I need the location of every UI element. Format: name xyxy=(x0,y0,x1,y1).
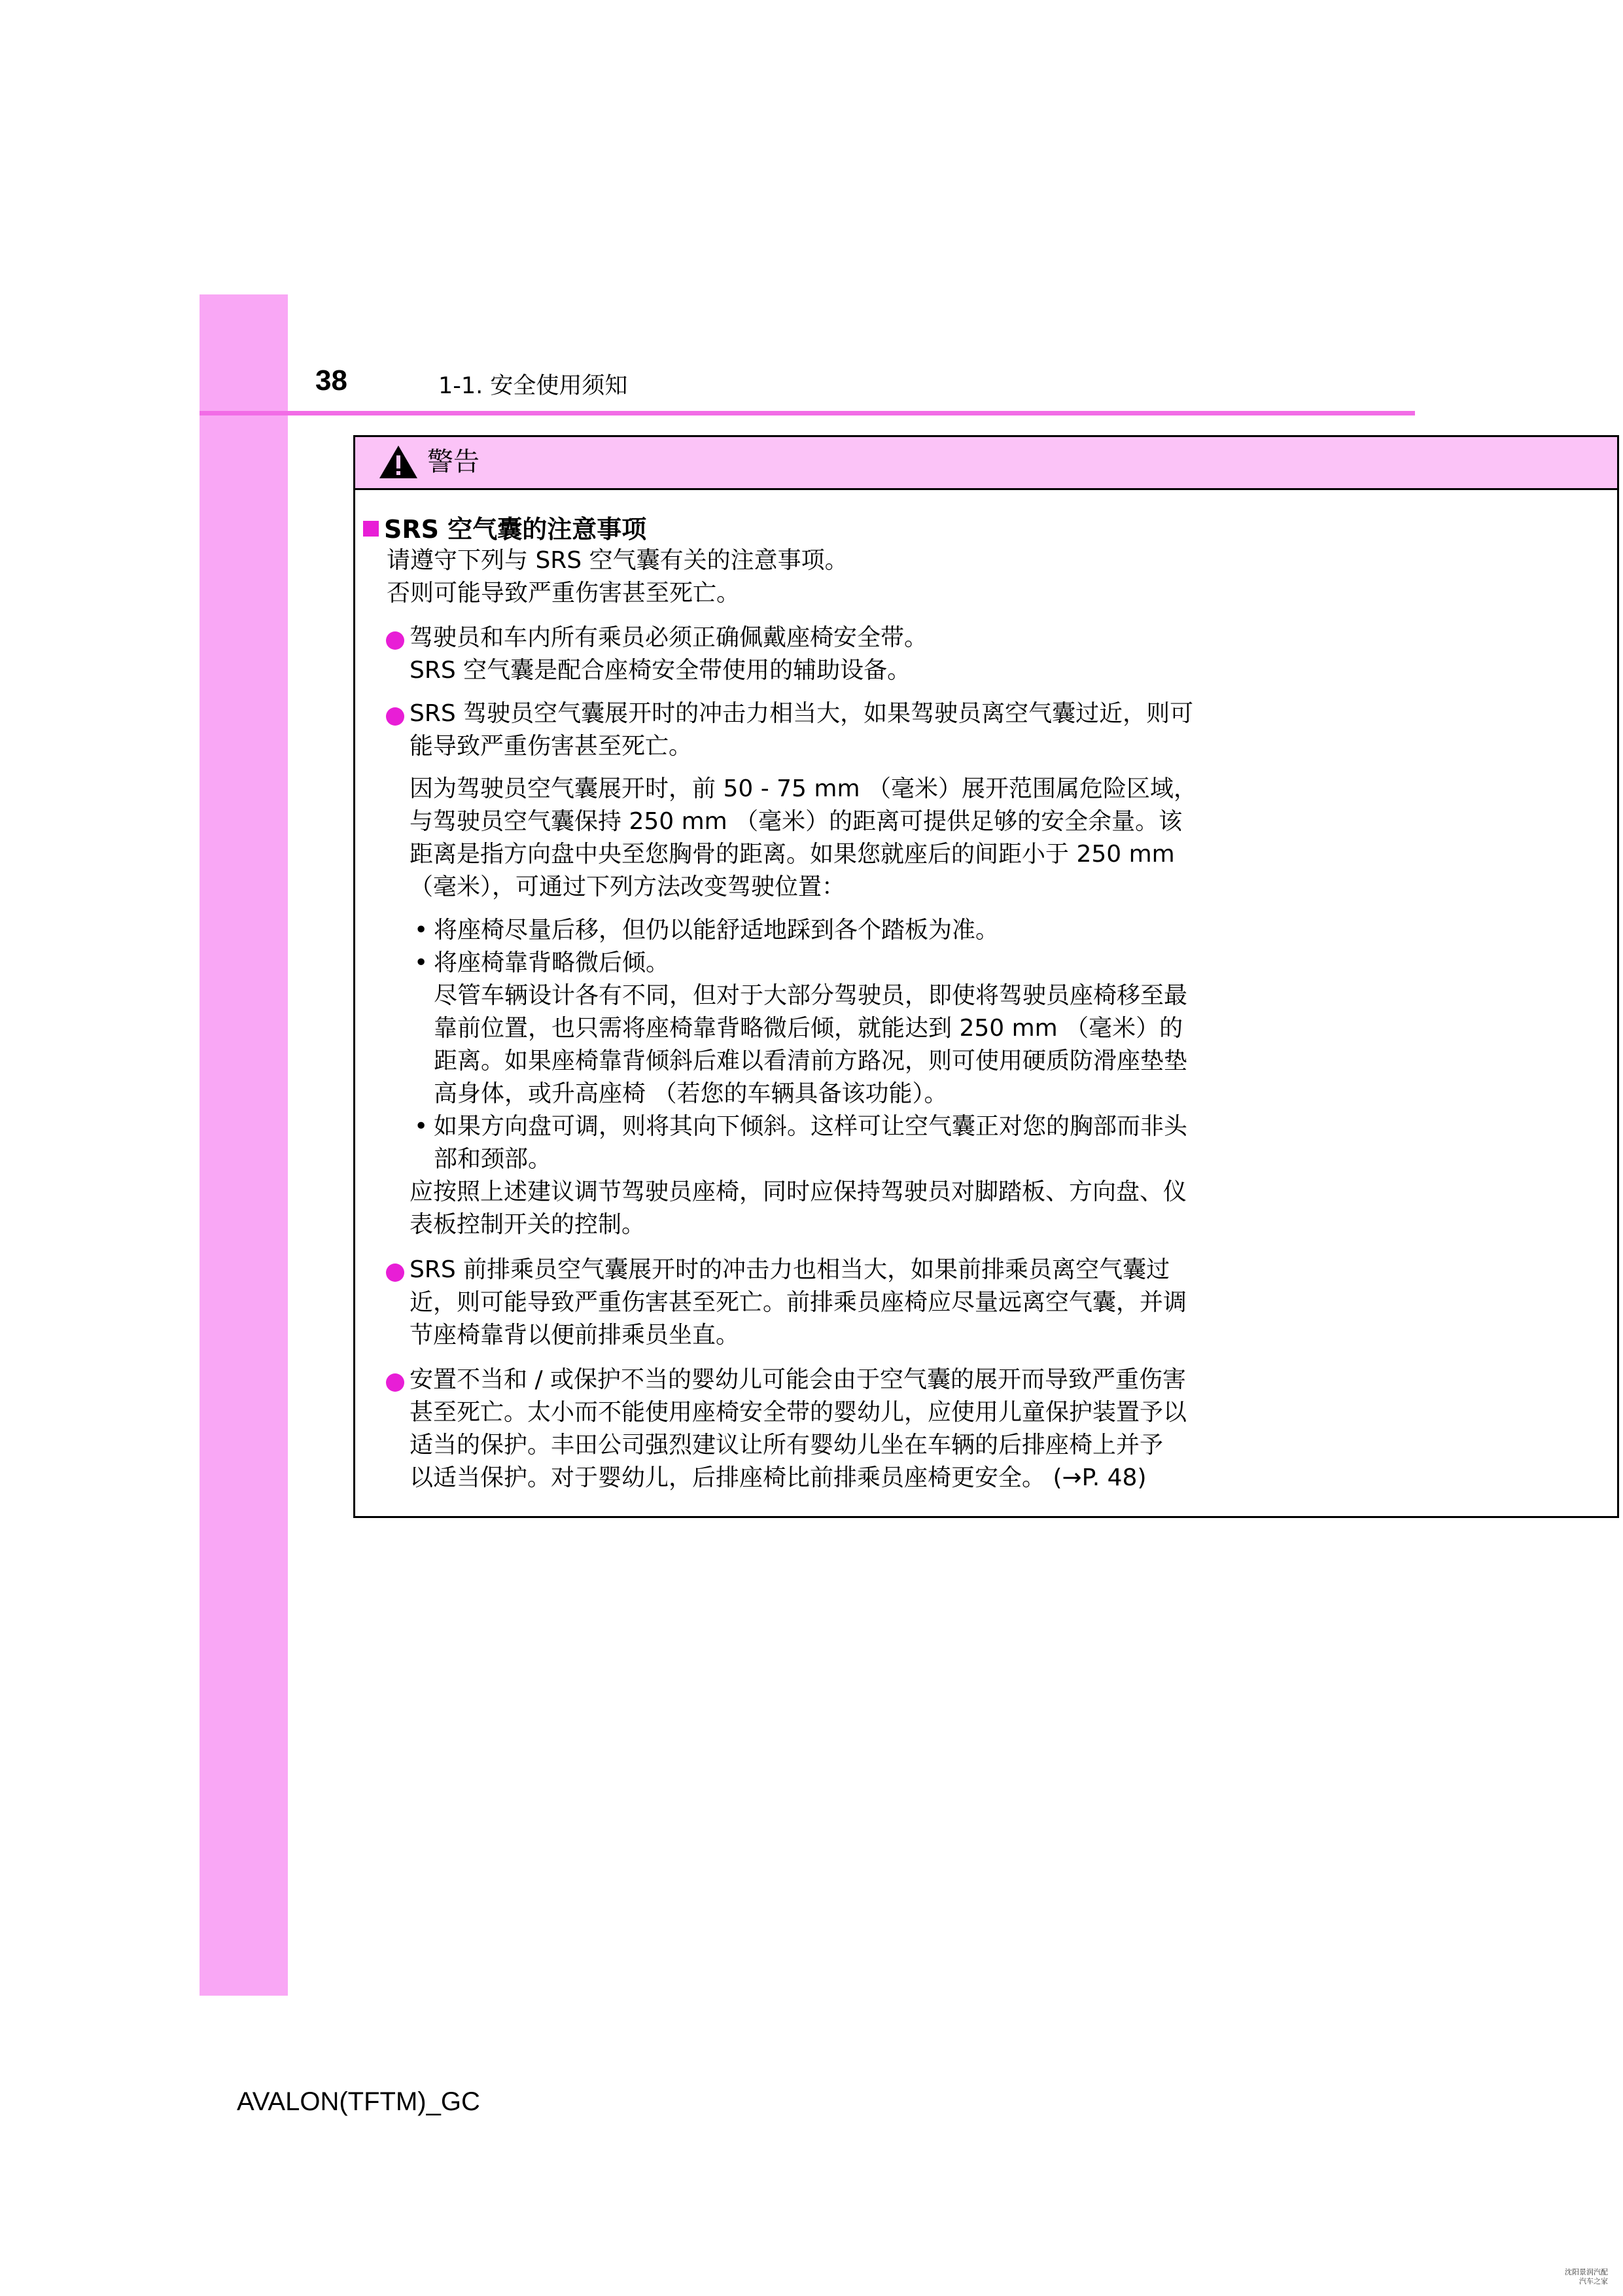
sub-item-recline-seatback: 将座椅靠背略微后倾。 尽管车辆设计各有不同，但对于大部分驾驶员，即使将驾驶员座椅移至最 靠前位置，也只需将座椅靠背略微后倾，就能达到 250 mm （毫米）的 距离。如果座椅靠背倾斜后难以看清前方路况，则可使用硬质防滑座垫垫 高身体，或升高座椅 （若您的车辆具备该功能）。 xyxy=(434,949,1188,1107)
round-bullet-icon xyxy=(386,707,404,726)
sub-item-move-seat-back: 将座椅尽量后移，但仍以能舒适地踩到各个踏板为准。 xyxy=(434,917,1000,944)
warning-title: 警告 xyxy=(427,447,480,477)
sub-item-tilt-wheel: 如果方向盘可调，则将其向下倾斜。这样可让空气囊正对您的胸部而非头 部和颈部。 xyxy=(434,1113,1188,1173)
section-title: 1-1. 安全使用须知 xyxy=(438,373,628,399)
bullet-infants: 安置不当和 / 或保护不当的婴幼儿可能会由于空气囊的展开而导致严重伤害 甚至死亡。太小而不能使用座椅安全带的婴幼儿，应使用儿童保护装置予以 适当的保护。丰田公司强烈建议让所有婴幼儿坐在车辆的后排座椅上并予 以适当保护。对于婴幼儿，后排座椅比前排乘员座椅更安全。 (→P. 48) xyxy=(410,1364,1187,1494)
corner-watermark: 沈阳景润汽配 汽车之家 xyxy=(1565,2268,1608,2286)
warning-header xyxy=(355,437,1617,490)
round-bullet-icon xyxy=(386,1373,404,1392)
header-rule xyxy=(200,411,1415,415)
warning-subheading: SRS 空气囊的注意事项 xyxy=(363,515,646,545)
square-bullet-icon xyxy=(363,521,379,537)
driver-distance-paragraph: 因为驾驶员空气囊展开时，前 50 - 75 mm （毫米）展开范围属危险区域， 与驾驶员空气囊保持 250 mm （毫米）的距离可提供足够的安全余量。该 距离是指方向盘中央至您胸骨的距离。如果您就座后的间距小于 250 mm （毫米），可通过下列方法改变驾驶位置： xyxy=(410,775,1197,900)
bullet-seatbelt: 驾驶员和车内所有乘员必须正确佩戴座椅安全带。 SRS 空气囊是配合座椅安全带使用的辅助设备。 xyxy=(410,624,928,684)
page-number: 38 xyxy=(315,364,347,397)
page-reference: 以适当保护。对于婴幼儿，后排座椅比前排乘员座椅更安全。 (→P. 48) xyxy=(410,1464,1147,1491)
sub-bullet-mark: • xyxy=(414,917,428,944)
adjustment-paragraph: 应按照上述建议调节驾驶员座椅，同时应保持驾驶员对脚踏板、方向盘、仪 表板控制开关的控制。 xyxy=(410,1178,1187,1238)
round-bullet-icon xyxy=(386,631,404,650)
bullet-passenger-airbag: SRS 前排乘员空气囊展开时的冲击力也相当大，如果前排乘员离空气囊过 近，则可能导致严重伤害甚至死亡。前排乘员座椅应尽量远离空气囊，并调 节座椅靠背以便前排乘员坐直。 xyxy=(410,1256,1187,1349)
document-code-footer: AVALON(TFTM)_GC xyxy=(237,2087,480,2116)
round-bullet-icon xyxy=(386,1263,404,1282)
warning-triangle-icon xyxy=(378,444,419,480)
thumb-tab-sidebar xyxy=(200,294,288,1996)
intro-paragraph: 请遵守下列与 SRS 空气囊有关的注意事项。 否则可能导致严重伤害甚至死亡。 xyxy=(387,547,848,607)
warning-box xyxy=(353,435,1619,1518)
sub-bullet-mark: • xyxy=(414,949,428,976)
bullet-driver-airbag: SRS 驾驶员空气囊展开时的冲击力相当大，如果驾驶员离空气囊过近，则可 能导致严重伤害甚至死亡。 xyxy=(410,700,1194,760)
sub-bullet-mark: • xyxy=(414,1113,428,1140)
